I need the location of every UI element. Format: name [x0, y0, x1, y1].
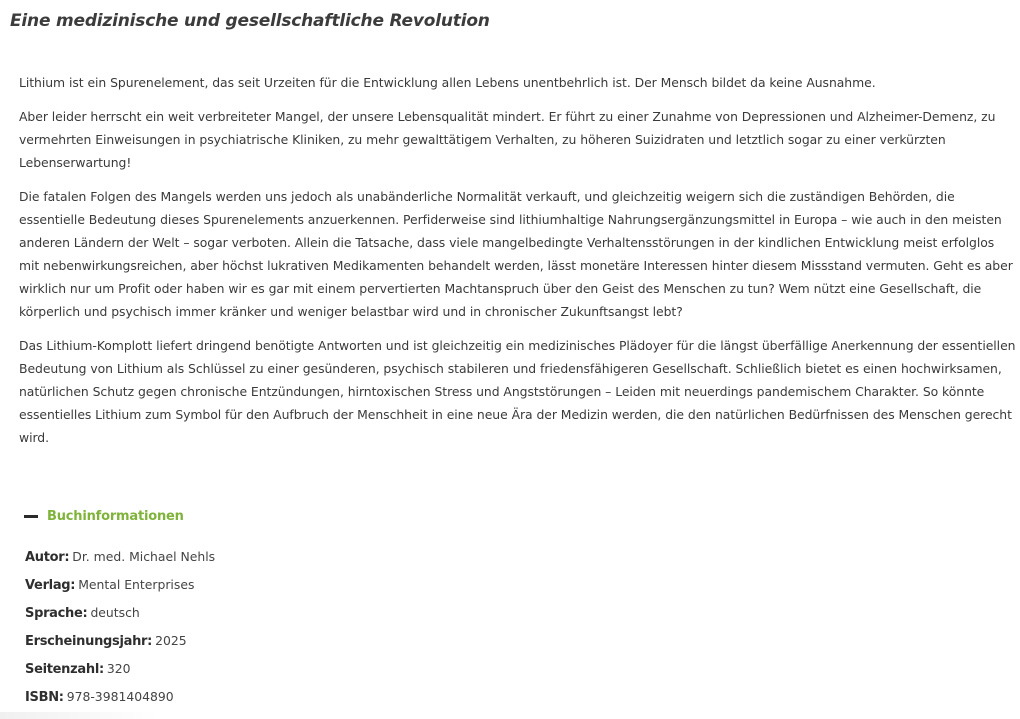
book-info-row-publisher — [25, 571, 215, 599]
minus-icon[interactable] — [24, 515, 38, 518]
page-title: Eine medizinische und gesellschaftliche Revolution — [10, 11, 490, 31]
description-paragraph: Lithium ist ein Spurenelement, das seit Urzeiten für die Entwicklung allen Lebens unentbehrlich ist. Der Mensch bildet da keine Ausnahme. — [19, 75, 876, 90]
description-paragraph: Aber leider herrscht ein weit verbreiteter Mangel, der unsere Lebensqualität mindert. Er führt zu einer Zunahme von Depressionen und Alzheimer-Demenz, zu vermehrten Einweisungen in psychiatrische Kliniken, zu mehr gewalttätigem Verhalten, zu höheren Suizidraten und letztlich sogar zu einer verkürzten Lebenserwartung! — [19, 109, 996, 170]
info-value: 2025 — [155, 633, 187, 648]
info-key: Seitenzahl: — [25, 662, 104, 677]
info-key: Verlag: — [25, 578, 76, 593]
info-value: 320 — [106, 661, 131, 676]
info-key: Erscheinungsjahr: — [25, 634, 153, 649]
book-info-row-author — [25, 543, 215, 571]
book-info-row-pages — [25, 655, 215, 683]
book-info-accordion-toggle[interactable] — [24, 504, 184, 528]
book-info-heading[interactable]: Buchinformationen — [47, 508, 184, 524]
info-value: Dr. med. Michael Nehls — [72, 549, 216, 564]
info-value: 978-3981404890 — [66, 689, 174, 704]
info-value: deutsch — [90, 605, 140, 620]
book-info-row-year — [25, 627, 215, 655]
info-value: Mental Enterprises — [78, 577, 195, 592]
description-paragraph: Das Lithium-Komplott liefert dringend benötigte Antworten und ist gleichzeitig ein medizinisches Plädoyer für die längst überfällige Anerkennung der essentiellen Bedeutung von Lithium als Schlüssel zu einer gesünderen, psychisch stabileren und friedensfähigeren Gesellschaft. Schließlich bietet es einen hochwirksamen, natürlichen Schutz gegen chronische Entzündungen, hirntoxischen Stress und Angststörungen – Leiden mit neuerdings pandemischem Charakter. So könnte essentielles Lithium zum Symbol für den Aufbruch der Menschheit in eine neue Ära der Medizin werden, die den natürlichen Bedürfnissen des Menschen gerecht wird. — [19, 338, 1016, 445]
info-key: Sprache: — [25, 606, 88, 621]
book-info-row-language — [25, 599, 215, 627]
book-info-row-isbn — [25, 683, 215, 711]
info-key: ISBN: — [25, 690, 64, 705]
info-key: Autor: — [25, 550, 70, 565]
scroll-shadow — [0, 712, 160, 719]
book-description — [19, 71, 1017, 460]
description-paragraph: Die fatalen Folgen des Mangels werden uns jedoch als unabänderliche Normalität verkauft, und gleichzeitig weigern sich die zuständigen Behörden, die essentielle Bedeutung dieses Spurenelements anzuerkennen. Perfiderweise sind lithiumhaltige Nahrungsergänzungsmittel in Europa – wie auch in den meisten anderen Ländern der Welt – sogar verboten. Allein die Tatsache, dass viele mangelbedingte Verhaltensstörungen in der kindlichen Entwicklung meist erfolglos mit nebenwirkungsreichen, aber höchst lukrativen Medikamenten behandelt werden, lässt monetäre Interessen hinter diesem Missstand vermuten. Geht es aber wirklich nur um Profit oder haben wir es gar mit einem pervertierten Machtanspruch über den Geist des Menschen zu tun? Wem nützt eine Gesellschaft, die körperlich und psychisch immer kränker und weniger belastbar wird und in chronischer Zukunftsangst lebt? — [19, 189, 1013, 319]
book-info-list — [25, 543, 215, 711]
